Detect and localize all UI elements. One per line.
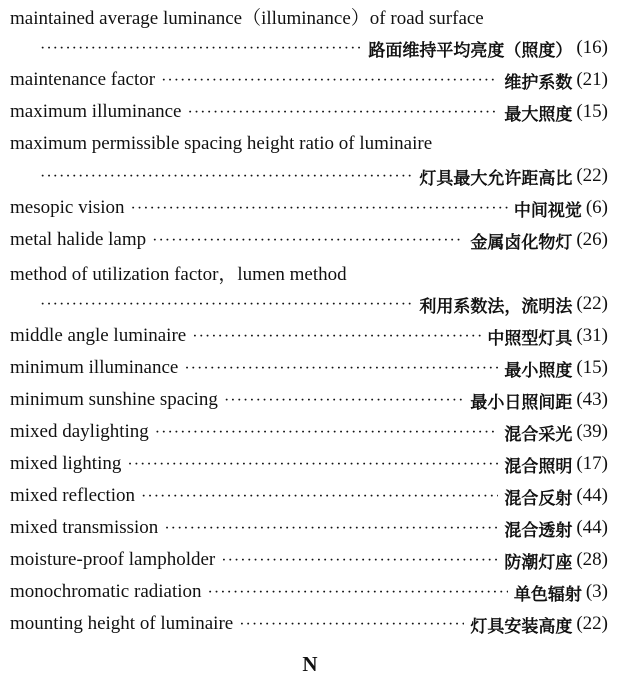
dot-leader bbox=[155, 424, 499, 442]
chinese-term: 最小日照间距 bbox=[470, 392, 573, 413]
english-term: mounting height of luminaire bbox=[10, 613, 234, 634]
chinese-term: 最小照度 bbox=[504, 360, 573, 381]
chinese-term: 混合采光 bbox=[504, 424, 573, 445]
section-heading: N bbox=[302, 652, 318, 676]
dot-leader bbox=[161, 72, 498, 90]
chinese-term: 金属卤化物灯 bbox=[470, 232, 573, 253]
page-reference: (44) bbox=[576, 517, 608, 538]
page-reference: (26) bbox=[576, 229, 608, 250]
english-term: metal halide lamp bbox=[10, 229, 147, 250]
english-term: maintained average luminance（illuminance）of road surface bbox=[10, 7, 484, 29]
chinese-term: 中间视觉 bbox=[513, 200, 582, 221]
page-reference: (22) bbox=[576, 613, 608, 634]
dot-leader bbox=[208, 584, 508, 602]
page-reference: (39) bbox=[576, 421, 608, 442]
glossary-entries bbox=[10, 0, 608, 640]
page-reference: (22) bbox=[576, 293, 608, 314]
dot-leader bbox=[184, 360, 498, 378]
chinese-term: 最大照度 bbox=[504, 104, 573, 125]
english-term: mixed reflection bbox=[10, 485, 136, 506]
chinese-term: 中照型灯具 bbox=[487, 328, 573, 349]
english-term: mesopic vision bbox=[10, 197, 125, 218]
dot-leader bbox=[152, 232, 464, 250]
english-term: mixed transmission bbox=[10, 517, 159, 538]
glossary-entry bbox=[10, 384, 608, 416]
glossary-entry bbox=[10, 480, 608, 512]
chinese-term: 混合透射 bbox=[504, 520, 573, 541]
chinese-term: 灯具安装高度 bbox=[470, 616, 573, 637]
english-term: maximum illuminance bbox=[10, 101, 182, 122]
page-reference: (31) bbox=[576, 325, 608, 346]
dot-leader bbox=[127, 456, 498, 474]
page-reference: (3) bbox=[585, 581, 608, 602]
glossary-entry-continuation bbox=[10, 32, 608, 64]
glossary-entry bbox=[10, 416, 608, 448]
dot-leader bbox=[188, 104, 499, 122]
chinese-term: 路面维持平均亮度（照度） bbox=[368, 40, 573, 61]
english-term: minimum illuminance bbox=[10, 357, 179, 378]
page-reference: (15) bbox=[576, 357, 608, 378]
glossary-entry bbox=[10, 64, 608, 96]
dot-leader bbox=[192, 328, 481, 346]
dot-leader bbox=[141, 488, 498, 506]
chinese-term: 维护系数 bbox=[504, 72, 573, 93]
dot-leader bbox=[221, 552, 498, 570]
page-reference: (15) bbox=[576, 101, 608, 122]
chinese-term: 单色辐射 bbox=[513, 584, 582, 605]
english-term: maximum permissible spacing height ratio of luminaire bbox=[10, 133, 433, 154]
english-term: monochromatic radiation bbox=[10, 581, 202, 602]
chinese-term: 混合照明 bbox=[504, 456, 573, 477]
english-term: mixed lighting bbox=[10, 453, 122, 474]
chinese-term: 利用系数法，流明法 bbox=[419, 296, 573, 317]
glossary-entry bbox=[10, 192, 608, 224]
glossary-entry bbox=[10, 256, 608, 288]
page-reference: (44) bbox=[576, 485, 608, 506]
page-reference: (43) bbox=[576, 389, 608, 410]
glossary-entry bbox=[10, 576, 608, 608]
english-term: moisture-proof lampholder bbox=[10, 549, 216, 570]
english-term: minimum sunshine spacing bbox=[10, 389, 218, 410]
english-term: mixed daylighting bbox=[10, 421, 149, 442]
glossary-entry bbox=[10, 544, 608, 576]
glossary-entry bbox=[10, 96, 608, 128]
page-reference: (28) bbox=[576, 549, 608, 570]
glossary-entry bbox=[10, 0, 608, 32]
glossary-entry bbox=[10, 448, 608, 480]
glossary-entry bbox=[10, 512, 608, 544]
dot-leader bbox=[40, 168, 413, 186]
chinese-term: 防潮灯座 bbox=[504, 552, 573, 573]
dot-leader bbox=[239, 616, 464, 634]
dot-leader bbox=[131, 200, 508, 218]
chinese-term: 混合反射 bbox=[504, 488, 573, 509]
chinese-term: 灯具最大允许距高比 bbox=[419, 168, 573, 189]
english-term: middle angle luminaire bbox=[10, 325, 187, 346]
page-reference: (16) bbox=[576, 37, 608, 58]
dot-leader bbox=[224, 392, 464, 410]
page-reference: (21) bbox=[576, 69, 608, 90]
page-reference: (22) bbox=[576, 165, 608, 186]
dot-leader bbox=[164, 520, 498, 538]
english-term: method of utilization factor，lumen method bbox=[10, 263, 347, 285]
glossary-entry bbox=[10, 608, 608, 640]
glossary-entry bbox=[10, 224, 608, 256]
glossary-entry bbox=[10, 128, 608, 160]
english-term: maintenance factor bbox=[10, 69, 156, 90]
page-reference: (17) bbox=[576, 453, 608, 474]
dot-leader bbox=[40, 296, 413, 314]
glossary-entry bbox=[10, 352, 608, 384]
glossary-entry bbox=[10, 320, 608, 352]
dot-leader bbox=[40, 40, 362, 58]
page-reference: (6) bbox=[585, 197, 608, 218]
glossary-entry-continuation bbox=[10, 288, 608, 320]
glossary-entry-continuation bbox=[10, 160, 608, 192]
